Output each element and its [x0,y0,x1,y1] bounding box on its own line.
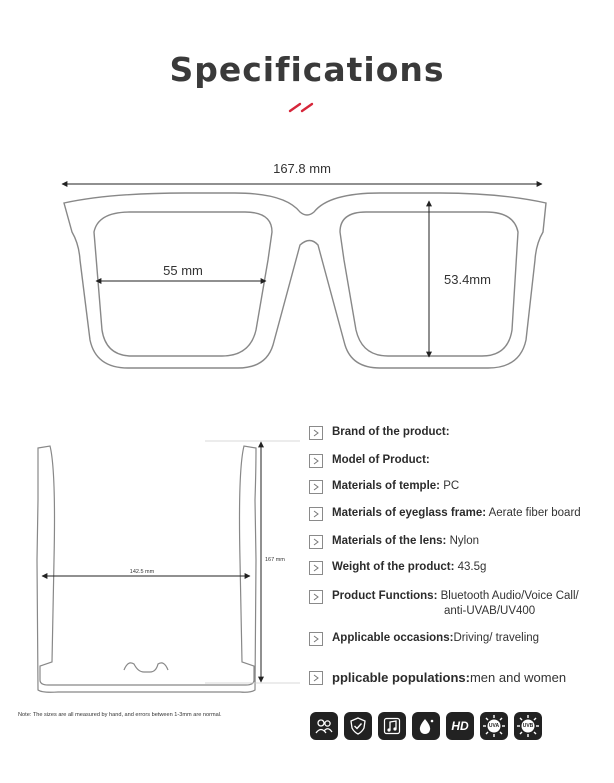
inner-width-label: 142.5 mm [129,569,155,575]
hd-icon-text: HD [451,719,469,733]
page-title: Specifications [169,50,445,89]
spec-row-temple [309,479,459,497]
spec-label: Applicable occasions: [332,632,454,644]
spec-row-functions [309,589,579,621]
spec-value: men and women [469,670,567,685]
hd-icon [446,712,474,740]
spec-row-lens [309,534,479,552]
water-drop-icon [412,712,440,740]
feature-icons [310,712,542,740]
chevron-right-icon [309,632,323,646]
chevron-right-icon [309,671,323,685]
lens-width-label: 55 mm [163,263,203,278]
chevron-right-icon [309,507,323,521]
spec-row-occasions [309,631,539,649]
spec-row-frame [309,506,581,524]
chevron-right-icon [309,480,323,494]
spec-label: Model of Product: [332,454,430,466]
total-width-label: 167.8 mm [273,161,331,176]
spec-value: Bluetooth Audio/Voice Call/ [437,590,579,602]
chevron-right-icon [309,535,323,549]
measurement-note: Note: The sizes are all measured by hand, and errors between 1-3mm are normal. [18,712,222,718]
chevron-right-icon [309,561,323,575]
spec-value: Driving/ traveling [453,632,540,644]
spec-row-populations [309,670,566,688]
spec-row-weight [309,560,486,578]
top-view-frame [37,441,300,692]
spec-value: 43.5g [454,561,487,573]
spec-row-model [309,453,430,471]
uva-sun-icon [480,712,508,740]
spec-label: Brand of the product: [332,426,450,438]
spec-value: PC [440,480,460,492]
temple-length-label: 167 mm [265,557,285,563]
chevron-right-icon [309,590,323,604]
spec-label: pplicable populations: [332,670,470,685]
spec-value: Aerate fiber board [486,507,581,519]
spec-label: Materials of the lens: [332,535,447,547]
spec-label: Weight of the product: [332,561,455,573]
spec-value-continued: anti-UVAB/UV400 [444,605,536,617]
people-icon [310,712,338,740]
spec-label: Product Functions: [332,590,438,602]
uva-icon-text: UVA [488,723,500,729]
music-note-icon [378,712,406,740]
uvb-sun-icon [514,712,542,740]
spec-label: Materials of temple: [332,480,440,492]
uvb-icon-text: UVB [522,723,534,729]
shield-check-icon [344,712,372,740]
lens-height-label: 53.4mm [444,272,491,287]
chevron-right-icon [309,426,323,440]
spec-value: Nylon [446,535,479,547]
chevron-right-icon [309,454,323,468]
spec-row-brand [309,425,450,443]
spec-label: Materials of eyeglass frame: [332,507,487,519]
